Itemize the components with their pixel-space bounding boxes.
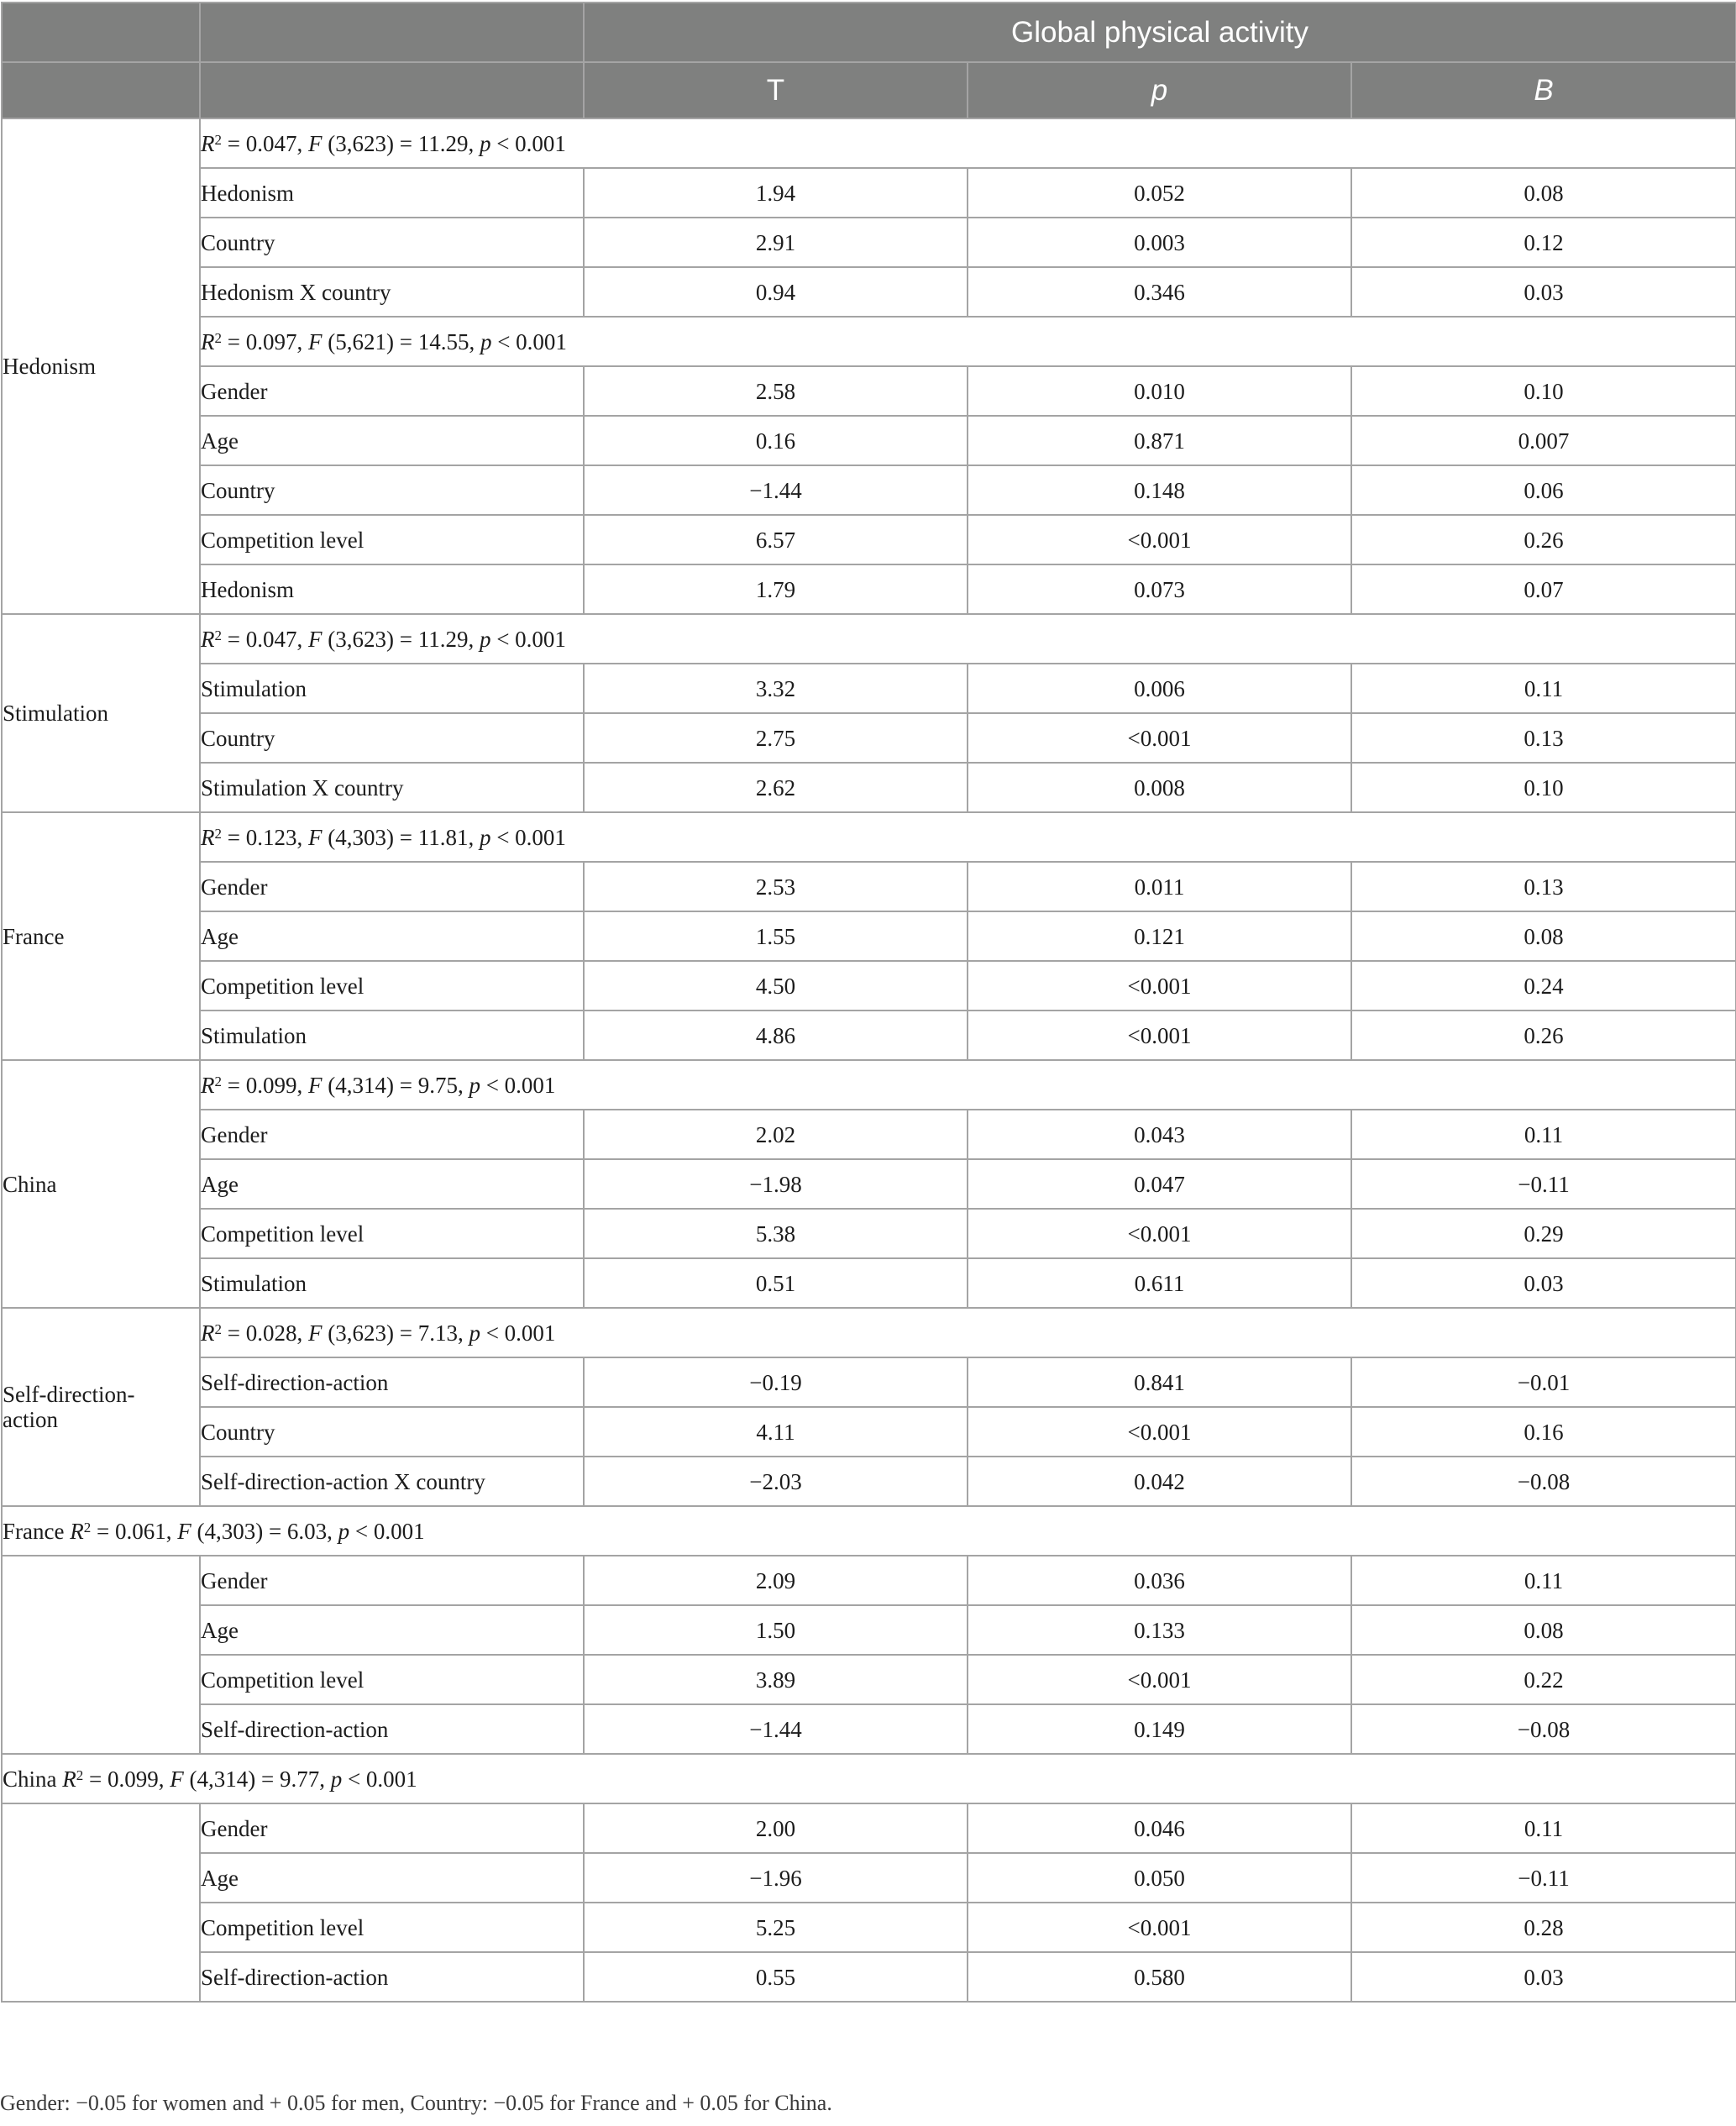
equals: = <box>393 824 418 850</box>
f-df: (3,623) <box>328 1320 394 1346</box>
f-value: 9.75 <box>417 1072 458 1098</box>
column-header-p: p <box>968 62 1351 118</box>
header-row-columns <box>2 62 1736 118</box>
f-symbol: F <box>307 1320 323 1346</box>
cell-t: 0.16 <box>584 416 968 465</box>
predictor-label: Competition level <box>200 515 584 564</box>
equals: = <box>222 328 246 354</box>
equals: = <box>222 626 246 652</box>
r2-value: 0.099 <box>245 1072 297 1098</box>
group-label: Stimulation <box>2 614 200 812</box>
f-symbol: F <box>177 1518 191 1544</box>
cell-p: 0.580 <box>968 1952 1351 2002</box>
header-empty-cell <box>2 62 200 118</box>
cell-p: <0.001 <box>968 1011 1351 1060</box>
cell-t: 0.94 <box>584 267 968 317</box>
regression-table <box>1 2 1736 2003</box>
predictor-label: Competition level <box>200 1655 584 1704</box>
model-stat: $R^2 = 0.099$, F (4,314) = 9.75, p < 0.001 <box>200 1060 1736 1110</box>
p-symbol: p <box>479 626 491 652</box>
r2-superscript: 2 <box>214 131 222 148</box>
cell-p: 0.036 <box>968 1556 1351 1605</box>
cell-t: −2.03 <box>584 1457 968 1506</box>
cell-b: −0.01 <box>1351 1357 1736 1407</box>
r2-symbol: R <box>201 626 215 652</box>
f-symbol: F <box>170 1766 184 1792</box>
predictor-label: Competition level <box>200 1209 584 1258</box>
r2-value: 0.123 <box>245 824 297 850</box>
cell-b: 0.29 <box>1351 1209 1736 1258</box>
column-header-b: B <box>1351 62 1736 118</box>
p-symbol: p <box>469 1320 480 1346</box>
model-stat: $R^2 = 0.047$, F (3,623) = 11.29, p < 0.001 <box>200 118 1736 168</box>
group-label-line1: Self-direction- <box>3 1382 135 1407</box>
cell-b: 0.11 <box>1351 1556 1736 1605</box>
f-value: 11.81 <box>417 824 469 850</box>
cell-t: −1.96 <box>584 1853 968 1903</box>
table-row <box>2 1853 1736 1903</box>
p-symbol: p <box>479 824 491 850</box>
stat-row <box>2 1754 1736 1803</box>
cell-t: 2.02 <box>584 1110 968 1159</box>
predictor-label: Stimulation <box>200 1258 584 1308</box>
cell-b: −0.11 <box>1351 1853 1736 1903</box>
cell-b: 0.12 <box>1351 218 1736 267</box>
f-df: (3,623) <box>328 626 394 652</box>
r2-value: 0.028 <box>245 1320 297 1346</box>
equals: = <box>393 1072 418 1098</box>
cell-p: 0.346 <box>968 267 1351 317</box>
r2-symbol: R <box>201 1072 215 1098</box>
cell-b: 0.11 <box>1351 664 1736 713</box>
table-row <box>2 267 1736 317</box>
predictor-label: Self-direction-action <box>200 1357 584 1407</box>
cell-t: −1.44 <box>584 1704 968 1754</box>
f-df: (5,621) <box>328 328 394 354</box>
model-stat: $R^2 = 0.123$, F (4,303) = 11.81, p < 0.001 <box>200 812 1736 862</box>
r2-value: 0.047 <box>245 130 297 156</box>
group-label: Hedonism <box>2 118 200 614</box>
cell-t: 0.51 <box>584 1258 968 1308</box>
stat-row <box>2 1506 1736 1556</box>
cell-t: 2.62 <box>584 763 968 812</box>
p-symbol: p <box>338 1518 350 1544</box>
p-threshold: < 0.001 <box>354 1518 425 1544</box>
f-value: 11.29 <box>417 626 469 652</box>
cell-p: 0.010 <box>968 366 1351 416</box>
predictor-label: Hedonism <box>200 564 584 614</box>
cell-b: 0.03 <box>1351 1952 1736 2002</box>
f-symbol: F <box>307 328 323 354</box>
equals: = <box>91 1518 115 1544</box>
predictor-label: Competition level <box>200 1903 584 1952</box>
cell-p: 0.148 <box>968 465 1351 515</box>
cell-p: 0.043 <box>968 1110 1351 1159</box>
cell-b: 0.10 <box>1351 366 1736 416</box>
table-row <box>2 1952 1736 2002</box>
cell-t: 5.25 <box>584 1903 968 1952</box>
table-row <box>2 1258 1736 1308</box>
r2-symbol: R <box>70 1518 84 1544</box>
cell-b: 0.03 <box>1351 1258 1736 1308</box>
cell-b: 0.24 <box>1351 961 1736 1011</box>
cell-b: 0.26 <box>1351 515 1736 564</box>
f-symbol: F <box>307 626 323 652</box>
r2-value: 0.097 <box>245 328 297 354</box>
table-row <box>2 862 1736 911</box>
table-row <box>2 1011 1736 1060</box>
stat-row <box>2 317 1736 366</box>
r2-superscript: 2 <box>214 627 222 643</box>
r2-value: 0.099 <box>107 1766 159 1792</box>
cell-b: −0.08 <box>1351 1457 1736 1506</box>
p-threshold: < 0.001 <box>496 626 566 652</box>
table-row <box>2 168 1736 218</box>
table-row <box>2 416 1736 465</box>
f-value: 7.13 <box>417 1320 458 1346</box>
cell-p: <0.001 <box>968 1407 1351 1457</box>
f-value: 11.29 <box>417 130 469 156</box>
equals: = <box>263 1518 287 1544</box>
cell-t: 2.91 <box>584 218 968 267</box>
cell-b: 0.11 <box>1351 1803 1736 1853</box>
table-row <box>2 664 1736 713</box>
cell-b: 0.26 <box>1351 1011 1736 1060</box>
r2-superscript: 2 <box>83 1519 92 1535</box>
equals: = <box>222 1320 246 1346</box>
cell-p: 0.133 <box>968 1605 1351 1655</box>
cell-b: 0.06 <box>1351 465 1736 515</box>
table-row <box>2 515 1736 564</box>
predictor-label: Gender <box>200 1110 584 1159</box>
cell-p: 0.052 <box>968 168 1351 218</box>
model-stat: $R^2 = 0.047$, F (3,623) = 11.29, p < 0.001 <box>200 614 1736 664</box>
stat-group-label: China <box>3 1766 57 1792</box>
equals: = <box>393 1320 418 1346</box>
f-symbol: F <box>307 1072 323 1098</box>
predictor-label: Stimulation <box>200 1011 584 1060</box>
cell-p: 0.121 <box>968 911 1351 961</box>
cell-t: 4.86 <box>584 1011 968 1060</box>
group-label-empty <box>2 1556 200 1754</box>
equals: = <box>222 1072 246 1098</box>
r2-value: 0.061 <box>114 1518 166 1544</box>
predictor-label: Country <box>200 1407 584 1457</box>
p-symbol: p <box>330 1766 343 1792</box>
predictor-label: Age <box>200 1605 584 1655</box>
cell-b: 0.16 <box>1351 1407 1736 1457</box>
predictor-label: Gender <box>200 862 584 911</box>
cell-b: −0.11 <box>1351 1159 1736 1209</box>
equals: = <box>222 824 246 850</box>
table-row <box>2 1209 1736 1258</box>
f-value: 14.55 <box>417 328 469 354</box>
header-group-title: Global physical activity <box>584 3 1736 62</box>
table-row <box>2 1704 1736 1754</box>
header-row-group <box>2 3 1736 62</box>
cell-b: 0.22 <box>1351 1655 1736 1704</box>
r2-symbol: R <box>201 328 215 354</box>
f-df: (3,623) <box>328 130 394 156</box>
r2-superscript: 2 <box>214 825 222 842</box>
r2-superscript: 2 <box>214 329 222 346</box>
f-value: 6.03 <box>286 1518 328 1544</box>
table-row <box>2 218 1736 267</box>
equals: = <box>393 626 418 652</box>
cell-p: 0.046 <box>968 1803 1351 1853</box>
p-threshold: < 0.001 <box>485 1320 556 1346</box>
cell-t: 4.11 <box>584 1407 968 1457</box>
cell-t: −1.98 <box>584 1159 968 1209</box>
group-label: China <box>2 1060 200 1308</box>
r2-symbol: R <box>201 130 215 156</box>
predictor-label: Self-direction-action X country <box>200 1457 584 1506</box>
cell-t: 2.09 <box>584 1556 968 1605</box>
predictor-label: Stimulation X country <box>200 763 584 812</box>
header-empty-cell <box>2 3 200 62</box>
group-label-line2: action <box>3 1407 58 1432</box>
header-empty-cell <box>200 3 584 62</box>
cell-p: 0.042 <box>968 1457 1351 1506</box>
predictor-label: Gender <box>200 1803 584 1853</box>
cell-b: 0.10 <box>1351 763 1736 812</box>
f-value: 9.77 <box>279 1766 320 1792</box>
r2-value: 0.047 <box>245 626 297 652</box>
table-row <box>2 564 1736 614</box>
table-row <box>2 911 1736 961</box>
header-empty-cell <box>200 62 584 118</box>
group-label: France <box>2 812 200 1060</box>
r2-superscript: 2 <box>214 1073 222 1089</box>
cell-b: 0.08 <box>1351 1605 1736 1655</box>
cell-t: 2.75 <box>584 713 968 763</box>
cell-b: 0.11 <box>1351 1110 1736 1159</box>
p-threshold: < 0.001 <box>485 1072 556 1098</box>
predictor-label: Age <box>200 1159 584 1209</box>
cell-t: 2.58 <box>584 366 968 416</box>
cell-p: 0.841 <box>968 1357 1351 1407</box>
cell-p: <0.001 <box>968 1655 1351 1704</box>
predictor-label: Country <box>200 713 584 763</box>
f-df: (4,303) <box>197 1518 264 1544</box>
cell-p: 0.149 <box>968 1704 1351 1754</box>
predictor-label: Self-direction-action <box>200 1704 584 1754</box>
predictor-label: Stimulation <box>200 664 584 713</box>
stat-group-label: France <box>3 1518 65 1544</box>
cell-t: 1.79 <box>584 564 968 614</box>
cell-t: 1.50 <box>584 1605 968 1655</box>
model-stat: France $R^2 = 0.061$, F (4,303) = 6.03, p < 0.001 <box>2 1506 1736 1556</box>
footnote: Gender: −0.05 for women and + 0.05 for men, Country: −0.05 for France and + 0.05 for China. <box>0 2091 832 2115</box>
model-stat: $R^2 = 0.028$, F (3,623) = 7.13, p < 0.001 <box>200 1308 1736 1357</box>
table-body <box>2 118 1736 2002</box>
table-row <box>2 1556 1736 1605</box>
cell-p: 0.611 <box>968 1258 1351 1308</box>
f-symbol: F <box>307 130 323 156</box>
predictor-label: Country <box>200 465 584 515</box>
cell-p: 0.003 <box>968 218 1351 267</box>
equals: = <box>255 1766 280 1792</box>
table-row <box>2 1605 1736 1655</box>
cell-b: −0.08 <box>1351 1704 1736 1754</box>
cell-t: 6.57 <box>584 515 968 564</box>
group-label <box>2 1308 200 1506</box>
cell-b: 0.13 <box>1351 862 1736 911</box>
cell-p: 0.073 <box>968 564 1351 614</box>
equals: = <box>83 1766 108 1792</box>
cell-p: 0.006 <box>968 664 1351 713</box>
group-label-empty <box>2 1803 200 2002</box>
stat-row <box>2 614 1736 664</box>
table-row <box>2 465 1736 515</box>
predictor-label: Competition level <box>200 961 584 1011</box>
cell-p: <0.001 <box>968 713 1351 763</box>
cell-t: 2.53 <box>584 862 968 911</box>
cell-b: 0.07 <box>1351 564 1736 614</box>
stat-row <box>2 118 1736 168</box>
predictor-label: Gender <box>200 1556 584 1605</box>
table-row <box>2 1655 1736 1704</box>
p-threshold: < 0.001 <box>347 1766 417 1792</box>
table-row <box>2 1357 1736 1407</box>
cell-t: 3.32 <box>584 664 968 713</box>
table-row <box>2 1903 1736 1952</box>
predictor-label: Hedonism X country <box>200 267 584 317</box>
cell-p: <0.001 <box>968 1903 1351 1952</box>
table-row <box>2 1407 1736 1457</box>
cell-p: 0.050 <box>968 1853 1351 1903</box>
table-row <box>2 961 1736 1011</box>
r2-symbol: R <box>201 1320 215 1346</box>
cell-p: <0.001 <box>968 515 1351 564</box>
stat-row <box>2 812 1736 862</box>
cell-t: 2.00 <box>584 1803 968 1853</box>
stat-row <box>2 1308 1736 1357</box>
predictor-label: Self-direction-action <box>200 1952 584 2002</box>
predictor-label: Age <box>200 1853 584 1903</box>
cell-b: 0.007 <box>1351 416 1736 465</box>
predictor-label: Hedonism <box>200 168 584 218</box>
p-symbol: p <box>479 130 491 156</box>
cell-b: 0.08 <box>1351 168 1736 218</box>
cell-t: −1.44 <box>584 465 968 515</box>
p-threshold: < 0.001 <box>496 130 566 156</box>
cell-p: <0.001 <box>968 1209 1351 1258</box>
p-symbol: p <box>480 328 492 354</box>
equals: = <box>393 328 418 354</box>
equals: = <box>222 130 246 156</box>
cell-b: 0.28 <box>1351 1903 1736 1952</box>
f-df: (4,314) <box>189 1766 256 1792</box>
table-row <box>2 763 1736 812</box>
r2-symbol: R <box>62 1766 76 1792</box>
cell-t: 4.50 <box>584 961 968 1011</box>
f-df: (4,303) <box>328 824 394 850</box>
model-stat: $R^2 = 0.097$, F (5,621) = 14.55, p < 0.001 <box>200 317 1736 366</box>
model-stat: China $R^2 = 0.099$, F (4,314) = 9.77, p < 0.001 <box>2 1754 1736 1803</box>
cell-b: 0.13 <box>1351 713 1736 763</box>
f-symbol: F <box>307 824 323 850</box>
table-row <box>2 713 1736 763</box>
cell-p: 0.011 <box>968 862 1351 911</box>
predictor-label: Gender <box>200 366 584 416</box>
table-row <box>2 1110 1736 1159</box>
p-symbol: p <box>469 1072 480 1098</box>
cell-p: 0.008 <box>968 763 1351 812</box>
cell-t: 0.55 <box>584 1952 968 2002</box>
predictor-label: Age <box>200 911 584 961</box>
cell-t: 5.38 <box>584 1209 968 1258</box>
equals: = <box>393 130 418 156</box>
predictor-label: Age <box>200 416 584 465</box>
cell-b: 0.03 <box>1351 267 1736 317</box>
p-threshold: < 0.001 <box>497 328 567 354</box>
r2-superscript: 2 <box>76 1766 84 1783</box>
p-threshold: < 0.001 <box>496 824 566 850</box>
predictor-label: Country <box>200 218 584 267</box>
f-df: (4,314) <box>328 1072 394 1098</box>
cell-t: 1.94 <box>584 168 968 218</box>
column-header-t: T <box>584 62 968 118</box>
cell-p: 0.871 <box>968 416 1351 465</box>
cell-t: 1.55 <box>584 911 968 961</box>
table-row <box>2 366 1736 416</box>
cell-p: 0.047 <box>968 1159 1351 1209</box>
table-row <box>2 1159 1736 1209</box>
cell-p: <0.001 <box>968 961 1351 1011</box>
table-row <box>2 1457 1736 1506</box>
table-row <box>2 1803 1736 1853</box>
r2-symbol: R <box>201 824 215 850</box>
r2-superscript: 2 <box>214 1320 222 1337</box>
stat-row <box>2 1060 1736 1110</box>
cell-t: −0.19 <box>584 1357 968 1407</box>
cell-b: 0.08 <box>1351 911 1736 961</box>
cell-t: 3.89 <box>584 1655 968 1704</box>
